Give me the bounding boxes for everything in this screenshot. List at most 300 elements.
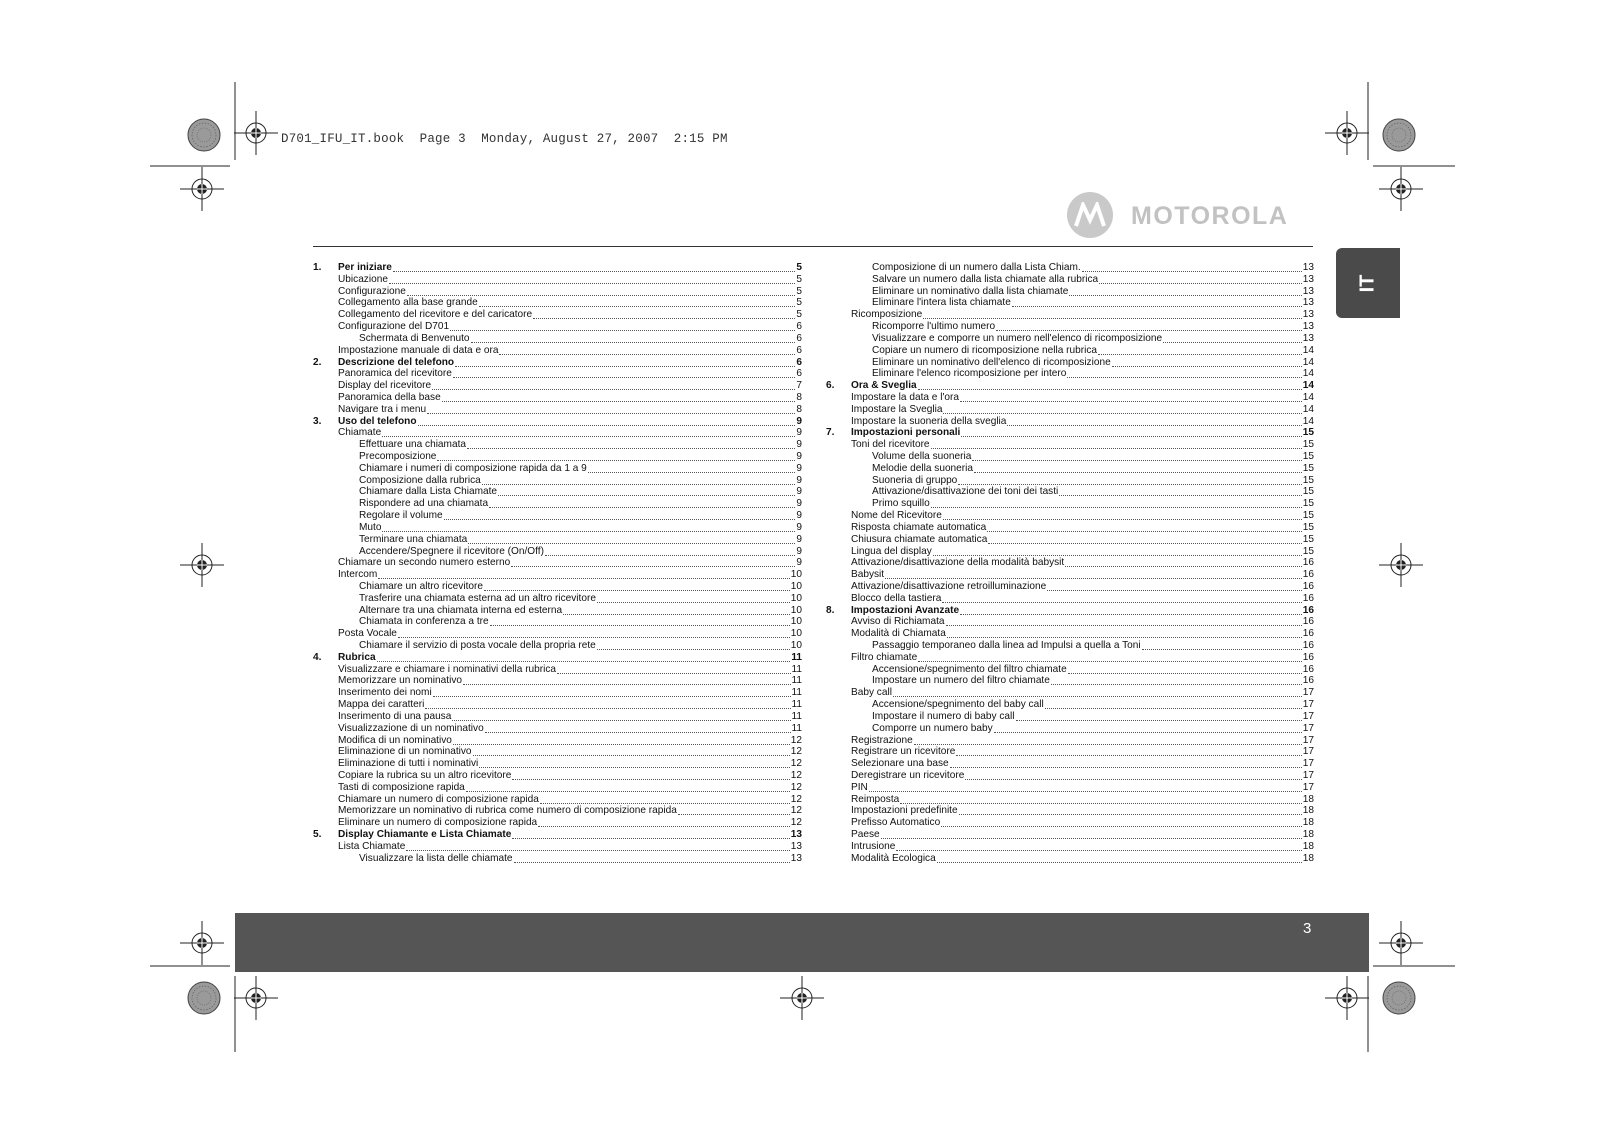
toc-page-number: 16: [1302, 580, 1314, 592]
toc-page-number: 12: [790, 758, 802, 770]
toc-dot-leader: [468, 534, 795, 544]
toc-chapter-entry[interactable]: [826, 427, 1314, 439]
toc-entry[interactable]: [313, 711, 802, 723]
toc-dot-leader: [466, 782, 790, 792]
toc-dot-leader: [1098, 345, 1302, 355]
toc-page-number: 16: [1302, 569, 1314, 581]
toc-entry-title: Accendere/Spegnere il ricevitore (On/Off): [359, 545, 544, 557]
toc-entry[interactable]: [313, 475, 802, 487]
toc-entry-title: Eliminare un numero di composizione rapida: [338, 817, 538, 829]
toc-entry[interactable]: [826, 711, 1314, 723]
toc-chapter-entry[interactable]: [313, 262, 802, 274]
toc-entry-title: Memorizzare un nominativo: [338, 675, 462, 687]
toc-dot-leader: [545, 546, 795, 556]
toc-page-number: 9: [796, 521, 802, 533]
toc-dot-leader: [1051, 675, 1302, 685]
toc-entry[interactable]: [313, 297, 802, 309]
toc-entry[interactable]: [826, 628, 1314, 640]
toc-dot-leader: [425, 699, 790, 709]
toc-page-number: 9: [796, 498, 802, 510]
toc-entry[interactable]: [313, 758, 802, 770]
toc-dot-leader: [918, 652, 1302, 662]
toc-dot-leader: [479, 758, 790, 768]
toc-dot-leader: [931, 498, 1302, 508]
toc-page-number: 6: [796, 356, 802, 368]
toc-entry-title: Primo squillo: [872, 498, 930, 510]
toc-dot-leader: [931, 439, 1302, 449]
toc-entry[interactable]: [313, 628, 802, 640]
toc-dot-leader: [484, 581, 790, 591]
toc-entry[interactable]: [826, 675, 1314, 687]
toc-dot-leader: [1007, 416, 1301, 426]
toc-entry-title: Eliminare l'elenco ricomposizione per intero: [872, 368, 1067, 380]
toc-dot-leader: [1068, 664, 1302, 674]
toc-entry-title: Risposta chiamate automatica: [851, 521, 987, 533]
toc-entry-title: Comporre un numero baby: [872, 722, 993, 734]
toc-dot-leader: [489, 498, 795, 508]
toc-dot-leader: [1163, 333, 1302, 343]
toc-dot-leader: [389, 274, 795, 284]
toc-entry-title: Babysit: [851, 569, 885, 581]
toc-page-number: 8: [796, 391, 802, 403]
toc-dot-leader: [960, 392, 1302, 402]
toc-page-number: 17: [1302, 734, 1314, 746]
toc-entry[interactable]: [313, 687, 802, 699]
motorola-batwing-icon: [1067, 192, 1113, 238]
toc-page-number: 9: [796, 486, 802, 498]
toc-entry-title: Uso del telefono: [338, 415, 417, 427]
toc-entry-title: Schermata di Benvenuto: [359, 332, 470, 344]
toc-entry[interactable]: [313, 817, 802, 829]
toc-entry[interactable]: [826, 557, 1314, 569]
toc-page-number: 11: [791, 651, 802, 663]
toc-dot-leader: [597, 640, 790, 650]
footer-bar: [235, 913, 1369, 972]
toc-entry[interactable]: [826, 593, 1314, 605]
toc-dot-leader: [941, 817, 1302, 827]
toc-entry[interactable]: [313, 675, 802, 687]
toc-dot-leader: [453, 735, 790, 745]
toc-entry-title: Impostazioni predefinite: [851, 805, 958, 817]
toc-entry-title: Passaggio temporaneo dalla linea ad Impulsi a quella a Toni: [872, 640, 1141, 651]
toc-dot-leader: [557, 664, 790, 674]
toc-entry[interactable]: [313, 569, 802, 581]
toc-left-column: [313, 262, 802, 864]
toc-entry[interactable]: [313, 581, 802, 593]
toc-dot-leader: [455, 357, 795, 367]
toc-page-number: 5: [796, 285, 802, 297]
toc-entry[interactable]: [826, 758, 1314, 770]
toc-entry-title: Impostazioni Avanzate: [851, 604, 960, 616]
toc-dot-leader: [893, 687, 1302, 697]
toc-entry-title: Eliminazione di un nominativo: [338, 746, 472, 758]
toc-entry[interactable]: [826, 664, 1314, 676]
toc-entry[interactable]: [826, 794, 1314, 806]
toc-entry[interactable]: [826, 333, 1314, 345]
toc-chapter-entry[interactable]: [313, 416, 802, 428]
toc-entry[interactable]: [313, 664, 802, 676]
toc-dot-leader: [514, 853, 790, 863]
toc-dot-leader: [471, 333, 796, 343]
toc-dot-leader: [959, 805, 1302, 815]
toc-entry[interactable]: [826, 735, 1314, 747]
toc-dot-leader: [482, 475, 796, 485]
toc-page-number: 10: [790, 616, 802, 628]
toc-entry-title: Nome del Ricevitore: [851, 510, 942, 522]
toc-entry-title: Chiamare il servizio di posta vocale della propria rete: [359, 640, 596, 651]
toc-entry[interactable]: [313, 286, 802, 298]
toc-page-number: 9: [796, 557, 802, 569]
toc-entry-title: Impostare la suoneria della sveglia: [851, 415, 1007, 427]
toc-entry[interactable]: [313, 782, 802, 794]
toc-dot-leader: [965, 770, 1301, 780]
toc-dot-leader: [958, 475, 1301, 485]
toc-dot-leader: [1012, 297, 1302, 307]
toc-entry[interactable]: [313, 486, 802, 498]
toc-entry-title: Eliminazione di tutti i nominativi: [338, 758, 479, 770]
toc-entry-title: Visualizzare la lista delle chiamate: [359, 852, 513, 864]
toc-entry[interactable]: [313, 557, 802, 569]
toc-entry[interactable]: [826, 498, 1314, 510]
toc-entry[interactable]: [826, 486, 1314, 498]
toc-dot-leader: [444, 510, 796, 520]
toc-entry[interactable]: [313, 593, 802, 605]
toc-entry[interactable]: [313, 723, 802, 735]
toc-entry[interactable]: [313, 333, 802, 345]
toc-chapter-entry[interactable]: [313, 652, 802, 664]
toc-page-number: 12: [790, 793, 802, 805]
language-tab-label: IT: [1356, 274, 1379, 292]
toc-entry[interactable]: [826, 805, 1314, 817]
toc-entry-title: Registrazione: [851, 734, 913, 746]
toc-entry[interactable]: [313, 451, 802, 463]
toc-page-number: 7: [796, 380, 802, 392]
toc-entry-title: Navigare tra i menu: [338, 403, 427, 415]
toc-dot-leader: [1099, 274, 1302, 284]
toc-page-number: 14: [1302, 368, 1314, 380]
toc-entry[interactable]: [313, 841, 802, 853]
language-tab: [1336, 248, 1400, 318]
toc-entry[interactable]: [826, 416, 1314, 428]
toc-dot-leader: [463, 675, 791, 685]
toc-page-number: 13: [1302, 273, 1314, 285]
toc-entry-title: Collegamento alla base grande: [338, 297, 478, 309]
toc-dot-leader: [1016, 711, 1302, 721]
toc-entry[interactable]: [826, 262, 1314, 274]
toc-dot-leader: [437, 451, 795, 461]
toc-entry[interactable]: [826, 286, 1314, 298]
toc-entry[interactable]: [826, 309, 1314, 321]
toc-entry-title: Selezionare una base: [851, 758, 949, 770]
toc-page-number: 5: [796, 262, 802, 273]
toc-entry[interactable]: [826, 723, 1314, 735]
toc-page-number: 18: [1302, 793, 1314, 805]
toc-dot-leader: [427, 404, 795, 414]
toc-entry[interactable]: [826, 368, 1314, 380]
toc-chapter-number: 4.: [313, 651, 322, 663]
toc-entry-title: Chiamare dalla Lista Chiamate: [359, 486, 498, 498]
toc-entry-title: Intercom: [338, 569, 378, 581]
toc-entry[interactable]: [826, 687, 1314, 699]
toc-entry[interactable]: [826, 274, 1314, 286]
toc-entry-title: Muto: [359, 521, 382, 533]
toc-entry[interactable]: [313, 498, 802, 510]
toc-page-number: 14: [1302, 415, 1314, 427]
toc-entry[interactable]: [313, 392, 802, 404]
toc-entry-title: Tasti di composizione rapida: [338, 781, 465, 793]
toc-chapter-entry[interactable]: [313, 829, 802, 841]
toc-page-number: 6: [796, 368, 802, 380]
toc-entry-title: Suoneria di gruppo: [872, 474, 958, 486]
toc-entry-title: Lista Chiamate: [338, 840, 406, 852]
toc-entry[interactable]: [313, 309, 802, 321]
toc-page-number: 12: [790, 781, 802, 793]
toc-entry[interactable]: [826, 522, 1314, 534]
toc-chapter-number: 1.: [313, 262, 322, 273]
toc-dot-leader: [533, 309, 795, 319]
toc-page-number: 14: [1302, 356, 1314, 368]
toc-entry[interactable]: [826, 546, 1314, 558]
toc-dot-leader: [382, 522, 795, 532]
toc-entry[interactable]: [313, 853, 802, 865]
toc-page-number: 16: [1302, 663, 1314, 675]
toc-entry[interactable]: [826, 439, 1314, 451]
toc-entry[interactable]: [826, 475, 1314, 487]
toc-entry-title: Chiamare un altro ricevitore: [359, 580, 483, 592]
toc-dot-leader: [378, 569, 789, 579]
toc-page-number: 8: [796, 403, 802, 415]
toc-entry[interactable]: [313, 546, 802, 558]
toc-entry-title: Accensione/spegnimento del filtro chiamate: [872, 663, 1067, 675]
toc-dot-leader: [956, 746, 1301, 756]
toc-entry-title: Deregistrare un ricevitore: [851, 769, 965, 781]
toc-entry[interactable]: [313, 368, 802, 380]
toc-dot-leader: [406, 841, 789, 851]
toc-entry[interactable]: [313, 380, 802, 392]
toc-chapter-number: 5.: [313, 829, 322, 840]
toc-entry[interactable]: [313, 735, 802, 747]
toc-entry[interactable]: [313, 404, 802, 416]
toc-entry-title: Composizione di un numero dalla Lista Chiam.: [872, 262, 1081, 273]
toc-entry[interactable]: [826, 297, 1314, 309]
toc-entry-title: Registrare un ricevitore: [851, 746, 956, 758]
toc-chapter-entry[interactable]: [826, 380, 1314, 392]
toc-dot-leader: [896, 841, 1301, 851]
toc-entry-title: Modalità Ecologica: [851, 852, 936, 864]
toc-entry-title: Attivazione/disattivazione dei toni dei tasti: [872, 486, 1059, 498]
toc-dot-leader: [943, 404, 1301, 414]
toc-dot-leader: [933, 546, 1302, 556]
toc-entry-title: Panoramica della base: [338, 391, 441, 403]
toc-page-number: 16: [1302, 557, 1314, 569]
toc-dot-leader: [943, 510, 1302, 520]
toc-entry[interactable]: [313, 770, 802, 782]
toc-entry[interactable]: [826, 569, 1314, 581]
toc-page-number: 18: [1302, 852, 1314, 864]
toc-entry[interactable]: [313, 321, 802, 333]
toc-page-number: 12: [790, 805, 802, 817]
toc-page-number: 18: [1302, 829, 1314, 840]
toc-entry[interactable]: [826, 321, 1314, 333]
toc-entry-title: Chiamare un secondo numero esterno: [338, 557, 511, 569]
toc-entry-title: Accensione/spegnimento del baby call: [872, 699, 1044, 711]
toc-entry-title: Descrizione del telefono: [338, 356, 455, 368]
toc-entry[interactable]: [313, 274, 802, 286]
toc-page-number: 9: [796, 462, 802, 474]
toc-page-number: 9: [796, 510, 802, 522]
toc-entry[interactable]: [313, 510, 802, 522]
toc-dot-leader: [1067, 368, 1301, 378]
toc-entry-title: Lingua del display: [851, 545, 932, 557]
toc-entry-title: Avviso di Richiamata: [851, 616, 945, 628]
toc-entry-title: Mappa dei caratteri: [338, 699, 425, 711]
toc-entry-title: PIN: [851, 781, 868, 793]
toc-entry-title: Impostazioni personali: [851, 427, 961, 439]
toc-dot-leader: [678, 805, 790, 815]
toc-dot-leader: [432, 380, 795, 390]
toc-entry[interactable]: [826, 510, 1314, 522]
toc-entry[interactable]: [313, 699, 802, 711]
toc-entry[interactable]: [313, 746, 802, 758]
toc-page-number: 11: [791, 722, 802, 734]
toc-entry[interactable]: [826, 392, 1314, 404]
toc-dot-leader: [398, 628, 790, 638]
toc-entry[interactable]: [826, 853, 1314, 865]
toc-page-number: 15: [1302, 510, 1314, 522]
toc-entry[interactable]: [826, 345, 1314, 357]
toc-dot-leader: [453, 368, 795, 378]
toc-entry[interactable]: [313, 534, 802, 546]
toc-entry-title: Chiamata in conferenza a tre: [359, 616, 489, 628]
toc-dot-leader: [1069, 286, 1301, 296]
toc-entry[interactable]: [826, 463, 1314, 475]
toc-page-number: 14: [1302, 403, 1314, 415]
toc-entry[interactable]: [826, 581, 1314, 593]
toc-entry[interactable]: [826, 357, 1314, 369]
toc-page-number: 16: [1302, 628, 1314, 640]
toc-page-number: 10: [790, 580, 802, 592]
toc-entry[interactable]: [826, 534, 1314, 546]
toc-page-number: 15: [1302, 498, 1314, 510]
toc-page-number: 15: [1302, 545, 1314, 557]
toc-entry[interactable]: [313, 463, 802, 475]
toc-entry-title: Impostare la Sveglia: [851, 403, 943, 415]
toc-entry-title: Impostare il numero di baby call: [872, 710, 1015, 722]
toc-page-number: 14: [1302, 391, 1314, 403]
toc-entry-title: Reimposta: [851, 793, 900, 805]
toc-page-number: 17: [1302, 699, 1314, 711]
toc-entry-title: Chiamare un numero di composizione rapida: [338, 793, 539, 805]
header-rule: [313, 246, 1313, 247]
toc-chapter-number: 7.: [826, 427, 835, 439]
toc-entry[interactable]: [313, 345, 802, 357]
toc-page-number: 11: [791, 687, 802, 699]
toc-dot-leader: [937, 853, 1302, 863]
toc-entry[interactable]: [313, 522, 802, 534]
toc-page-number: 12: [790, 746, 802, 758]
toc-entry[interactable]: [313, 616, 802, 628]
toc-entry-title: Ubicazione: [338, 273, 388, 285]
toc-page-number: 15: [1302, 533, 1314, 545]
toc-entry-title: Configurazione del D701: [338, 321, 450, 333]
toc-entry[interactable]: [826, 640, 1314, 652]
toc-dot-leader: [1047, 581, 1302, 591]
toc-entry-title: Chiamate: [338, 427, 382, 439]
toc-dot-leader: [511, 557, 795, 567]
toc-entry[interactable]: [826, 746, 1314, 758]
toc-entry[interactable]: [826, 829, 1314, 841]
toc-entry[interactable]: [313, 605, 802, 617]
toc-entry-title: Display Chiamante e Lista Chiamate: [338, 829, 512, 840]
toc-page-number: 5: [796, 309, 802, 321]
toc-entry-title: Toni del ricevitore: [851, 439, 930, 451]
toc-entry-title: Terminare una chiamata: [359, 533, 468, 545]
toc-dot-leader: [490, 616, 790, 626]
toc-page-number: 6: [796, 332, 802, 344]
toc-dot-leader: [942, 593, 1301, 603]
toc-dot-leader: [452, 711, 790, 721]
toc-dot-leader: [881, 829, 1302, 839]
toc-entry-title: Panoramica del ricevitore: [338, 368, 452, 380]
toc-page-number: 10: [790, 592, 802, 604]
toc-chapter-entry[interactable]: [826, 605, 1314, 617]
toc-page-number: 16: [1302, 651, 1314, 663]
toc-chapter-entry[interactable]: [313, 357, 802, 369]
toc-entry[interactable]: [826, 841, 1314, 853]
toc-dot-leader: [960, 605, 1302, 615]
toc-entry[interactable]: [826, 770, 1314, 782]
toc-dot-leader: [499, 345, 795, 355]
toc-page-number: 15: [1302, 474, 1314, 486]
toc-page-number: 10: [790, 628, 802, 640]
toc-dot-leader: [946, 616, 1302, 626]
toc-entry[interactable]: [826, 782, 1314, 794]
toc-page-number: 11: [791, 710, 802, 722]
toc-entry-title: Composizione dalla rubrica: [359, 474, 481, 486]
toc-page-number: 16: [1302, 675, 1314, 687]
toc-entry[interactable]: [826, 451, 1314, 463]
toc-page-number: 17: [1302, 769, 1314, 781]
toc-entry[interactable]: [313, 640, 802, 652]
toc-page-number: 17: [1302, 722, 1314, 734]
toc-dot-leader: [1082, 262, 1302, 272]
toc-entry[interactable]: [826, 817, 1314, 829]
toc-entry[interactable]: [313, 439, 802, 451]
toc-entry-title: Eliminare l'intera lista chiamate: [872, 297, 1011, 309]
toc-page-number: 12: [790, 769, 802, 781]
toc-entry-title: Regolare il volume: [359, 510, 443, 522]
toc-dot-leader: [540, 794, 790, 804]
toc-entry[interactable]: [313, 427, 802, 439]
toc-entry[interactable]: [313, 794, 802, 806]
toc-entry[interactable]: [826, 699, 1314, 711]
toc-entry-title: Impostare la data e l'ora: [851, 391, 959, 403]
toc-right-column: [826, 262, 1314, 864]
toc-entry[interactable]: [826, 652, 1314, 664]
book-info-header: D701_IFU_IT.book Page 3 Monday, August 27, 2007 2:15 PM: [281, 132, 728, 146]
toc-dot-leader: [407, 286, 795, 296]
toc-entry[interactable]: [826, 616, 1314, 628]
toc-entry[interactable]: [826, 404, 1314, 416]
toc-entry-title: Volume della suoneria: [872, 451, 972, 462]
toc-page-number: 10: [790, 604, 802, 616]
toc-dot-leader: [923, 309, 1302, 319]
toc-entry-title: Modifica di un nominativo: [338, 734, 452, 746]
toc-page-number: 14: [1302, 344, 1314, 356]
toc-chapter-number: 2.: [313, 356, 322, 368]
toc-page-number: 16: [1302, 616, 1314, 628]
toc-entry[interactable]: [313, 805, 802, 817]
